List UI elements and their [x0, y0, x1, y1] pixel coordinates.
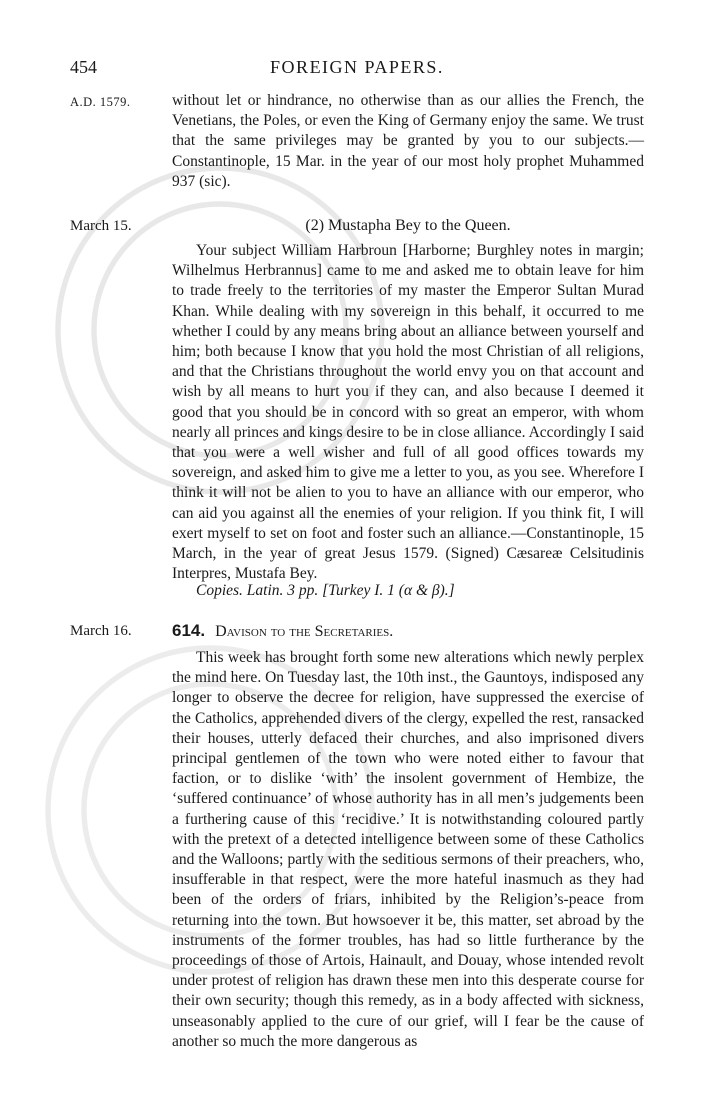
letter2-date: March 15.	[70, 218, 132, 234]
continuation-text	[172, 91, 644, 192]
entry614-date: March 16.	[70, 623, 132, 639]
entry614-body	[172, 648, 644, 1052]
entry-number: 614.	[172, 621, 206, 640]
letter2-copies-note: Copies. Latin. 3 pp. [Turkey I. 1 (α & β).]	[196, 582, 455, 599]
entry614-paragraph: This week has brought forth some new alterations which newly perplex the mind here. On Tuesday last, the 10th inst., the Gauntoys, indisposed any longer to observe the decree for religion, have suppressed the exercise of the Catholics, apprehended divers of the clergy, expelled the rest, ransacked their houses, utterly defaced their churches, and also imprisoned divers principal gentlemen of the town who were noted either to favour that faction, or to dislike ‘with’ the insolent government of Hembize, the ‘suffered continuance’ of whose authority has in all men’s judgements been a furthering cause of this ‘recidive.’ It is notwithstanding coloured partly with the pretext of a detected intelligence between some of these Catholics and the Walloons; partly with the seditious sermons of their preachers, who, insufferable in that respect, were the more hateful inasmuch as they had been of the orders of friars, inhibited by the Religion’s-peace from returning into the town. But howsoever it be, this matter, set abroad by the instruments of the former troubles, has had so little furtherance by the proceedings of those of Artois, Hainault, and Douay, whose intended revolt under protest of religion has drawn these men into this desperate course for their own security; though this remedy, as in a body affected with sickness, unseasonably applied to the cure of our grief, will I fear be the cause of another so much the more dangerous as	[172, 649, 644, 1050]
year-margin: A.D. 1579.	[70, 95, 131, 109]
running-head: FOREIGN PAPERS.	[270, 57, 444, 77]
entry-heading: Davison to the Secretaries.	[215, 623, 394, 640]
page-number: 454	[70, 57, 97, 77]
page-header	[70, 57, 644, 81]
letter2-body	[172, 241, 644, 584]
continuation-paragraph: without let or hindrance, no otherwise than as our allies the French, the Venetians, the Poles, or even the King of Germany enjoy the same. We trust that the same privileges may be granted by you to our subjects.—Constantinople, 15 Mar. in the year of our most holy prophet Muhammed 937 (sic).	[172, 92, 644, 190]
letter2-paragraph: Your subject William Harbroun [Harborne; Burghley notes in margin; Wilhelmus Herbrannus] came to me and asked me to obtain leave for him to trade freely to the territories of my master the Emperor Sultan Murad Khan. While dealing with my sovereign in this behalf, it occurred to me whether I could by any means bring about an alliance between yourself and him; both because I know that you hold the most Christian of all religions, and that the Christians throughout the world envy you on that account and wish by all means to hurt you if they can, and also because I deemed it good that you should be in concord with so great an emperor, with whom nearly all princes and kings desire to be in close alliance. Accordingly I said that you were a well wisher and full of all good offices towards my sovereign, and asked him to give me a letter to you, as you see. Wherefore I think it will not be alien to you to have an alliance with our emperor, who can aid you against all the enemies of your religion. If you think fit, I will exert myself to set on foot and foster such an alliance.—Constantinople, 15 March, in the year of great Jesus 1579. (Signed) Cæsareæ Celsitudinis Interpres, Mustafa Bey.	[172, 242, 644, 583]
letter2-heading: (2) Mustapha Bey to the Queen.	[305, 217, 511, 234]
entry614-heading-line	[172, 621, 644, 641]
